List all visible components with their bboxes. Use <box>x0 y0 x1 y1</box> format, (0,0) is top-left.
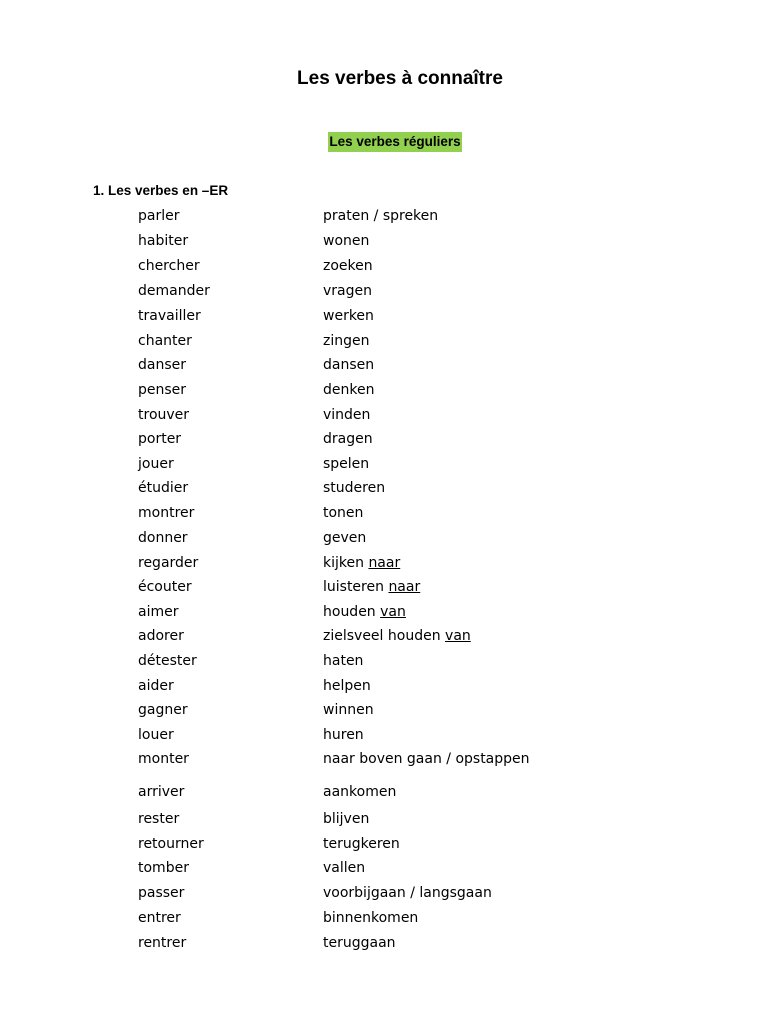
verb-row <box>0 933 768 953</box>
dutch-translation: terugkeren <box>323 836 400 852</box>
dutch-translation: geven <box>323 530 367 546</box>
verb-row <box>0 908 768 928</box>
dutch-translation: luisteren naar <box>323 579 421 595</box>
french-verb: monter <box>138 751 189 767</box>
french-verb: écouter <box>138 579 192 595</box>
dutch-translation: werken <box>323 308 374 324</box>
verb-row <box>0 429 768 449</box>
verb-row <box>0 206 768 226</box>
verb-row <box>0 454 768 474</box>
verb-row <box>0 858 768 878</box>
verb-row <box>0 405 768 425</box>
dutch-translation: denken <box>323 382 375 398</box>
french-verb: étudier <box>138 480 189 496</box>
verb-row <box>0 503 768 523</box>
verb-row <box>0 306 768 326</box>
dutch-translation: dansen <box>323 357 375 373</box>
dutch-translation: dragen <box>323 431 373 447</box>
dutch-translation: haten <box>323 653 364 669</box>
verb-row <box>0 553 768 573</box>
french-verb: donner <box>138 530 188 546</box>
dutch-translation: vragen <box>323 283 372 299</box>
dutch-translation: winnen <box>323 702 374 718</box>
french-verb: demander <box>138 283 210 299</box>
verb-row <box>0 883 768 903</box>
verb-row <box>0 749 768 769</box>
verb-row <box>0 725 768 745</box>
dutch-translation: houden van <box>323 604 406 620</box>
dutch-translation: studeren <box>323 480 386 496</box>
dutch-translation: kijken naar <box>323 555 401 571</box>
verb-row <box>0 355 768 375</box>
french-verb: regarder <box>138 555 199 571</box>
verb-row <box>0 809 768 829</box>
verb-row <box>0 651 768 671</box>
french-verb: adorer <box>138 628 184 644</box>
dutch-translation: vallen <box>323 860 366 876</box>
page-title: Les verbes à connaître <box>297 68 503 89</box>
verb-row <box>0 331 768 351</box>
french-verb: habiter <box>138 233 189 249</box>
french-verb: aimer <box>138 604 179 620</box>
verb-row <box>0 626 768 646</box>
dutch-translation: huren <box>323 727 364 743</box>
french-verb: rentrer <box>138 935 187 951</box>
dutch-translation: zoeken <box>323 258 373 274</box>
dutch-translation: naar boven gaan / opstappen <box>323 751 530 767</box>
dutch-translation: tonen <box>323 505 364 521</box>
section-heading: Les verbes réguliers <box>328 132 461 152</box>
french-verb: danser <box>138 357 187 373</box>
dutch-translation: voorbijgaan / langsgaan <box>323 885 492 901</box>
french-verb: arriver <box>138 784 185 800</box>
verb-row <box>0 782 768 802</box>
french-verb: gagner <box>138 702 188 718</box>
french-verb: aider <box>138 678 174 694</box>
verb-row <box>0 577 768 597</box>
verb-row <box>0 281 768 301</box>
dutch-translation: vinden <box>323 407 371 423</box>
dutch-translation: zielsveel houden van <box>323 628 471 644</box>
dutch-translation: zingen <box>323 333 370 349</box>
french-verb: chanter <box>138 333 192 349</box>
verb-row <box>0 256 768 276</box>
french-verb: chercher <box>138 258 200 274</box>
verb-row <box>0 676 768 696</box>
french-verb: entrer <box>138 910 181 926</box>
french-verb: louer <box>138 727 174 743</box>
verb-row <box>0 834 768 854</box>
dutch-translation: praten / spreken <box>323 208 439 224</box>
subsection-heading: 1. Les verbes en –ER <box>93 183 229 198</box>
verb-row <box>0 700 768 720</box>
french-verb: porter <box>138 431 182 447</box>
french-verb: trouver <box>138 407 190 423</box>
verb-row <box>0 231 768 251</box>
french-verb: jouer <box>138 456 174 472</box>
french-verb: retourner <box>138 836 204 852</box>
verb-row <box>0 478 768 498</box>
verb-row <box>0 380 768 400</box>
dutch-translation: teruggaan <box>323 935 396 951</box>
verb-row <box>0 528 768 548</box>
dutch-translation: binnenkomen <box>323 910 419 926</box>
french-verb: travailler <box>138 308 201 324</box>
french-verb: tomber <box>138 860 189 876</box>
dutch-translation: helpen <box>323 678 371 694</box>
french-verb: parler <box>138 208 180 224</box>
dutch-translation: aankomen <box>323 784 397 800</box>
section-heading-container <box>0 132 768 152</box>
verb-row <box>0 602 768 622</box>
french-verb: passer <box>138 885 185 901</box>
french-verb: penser <box>138 382 187 398</box>
french-verb: montrer <box>138 505 195 521</box>
dutch-translation: wonen <box>323 233 370 249</box>
french-verb: rester <box>138 811 180 827</box>
dutch-translation: spelen <box>323 456 370 472</box>
french-verb: détester <box>138 653 197 669</box>
dutch-translation: blijven <box>323 811 370 827</box>
